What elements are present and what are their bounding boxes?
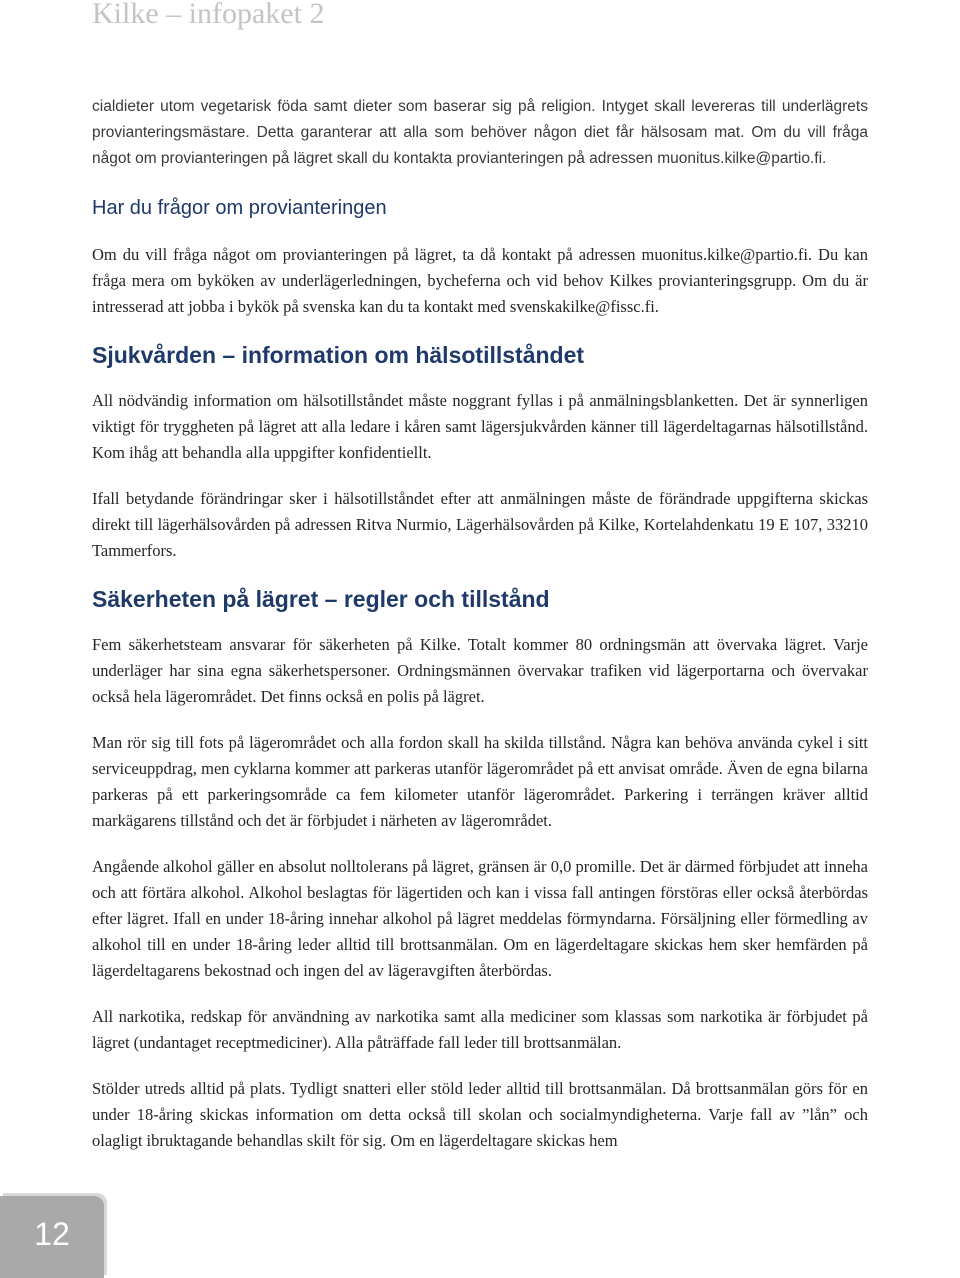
safety-paragraph-2: Man rör sig till fots på lägerområdet och alla fordon skall ha skilda tillstånd. Några kan behöva använda cykel i sitt serviceuppdrag, men cyklarna kommer att parkeras utanför lägerområdet på ett anvisat område. Även de egna bilarna parkeras på ett parkeringsområde ca fem kilometer utanför lägerområdet. Parkering i terrängen kräver alltid markägarens tillstånd och det är förbjudet i närheten av lägerområdet. <box>92 733 868 830</box>
safety-paragraph-4: All narkotika, redskap för användning av narkotika samt alla mediciner som klassas som narkotika är förbjudet på lägret (undantaget receptmediciner). Alla påträffade fall leder till brottsanmälan. <box>92 1007 868 1052</box>
page-content <box>92 94 868 1154</box>
page-number: 12 <box>34 1216 70 1252</box>
proviant-heading: Har du frågor om provianteringen <box>92 197 387 219</box>
safety-heading: Säkerheten på lägret – regler och tillstånd <box>92 586 550 612</box>
safety-paragraph-1: Fem säkerhetsteam ansvarar för säkerheten på Kilke. Totalt kommer 80 ordningsmän att övervaka lägret. Varje underläger har sina egna säkerhetspersoner. Ordningsmännen övervakar trafiken vid lägerportarna och övervakar också hela lägerområdet. Det finns också en polis på lägret. <box>92 635 868 706</box>
safety-paragraph-5: Stölder utreds alltid på plats. Tydligt snatteri eller stöld leder alltid till brottsanmälan. Då brottsanmälan görs för en under 18-åring skickas information om detta också till skolan och socialmyndigheterna. Varje fall av ”lån” och olagligt ibruktagande behandlas skilt för sig. Om en lägerdeltagare skickas hem <box>92 1079 868 1150</box>
health-heading: Sjukvården – information om hälsotillståndet <box>92 342 585 368</box>
running-header: Kilke – infopaket 2 <box>92 0 325 30</box>
safety-paragraph-3: Angående alkohol gäller en absolut nolltolerans på lägret, gränsen är 0,0 promille. Det är därmed förbjudet att inneha och att förtära alkohol. Alkohol beslagtas för lägertiden och kan i vissa fall antingen förstöras eller också återbördas efter lägret. Ifall en under 18-åring innehar alkohol på lägret meddelas förmyndarna. Försäljning eller förmedling av alkohol till en under 18-åring leder alltid till brottsanmälan. Om en lägerdeltagare skickas hem sker hemfärden på lägerdeltagarens bekostnad och ingen del av lägeravgiften återbördas. <box>92 857 868 980</box>
health-paragraph-2: Ifall betydande förändringar sker i hälsotillståndet efter att anmälningen måste de förändrade uppgifterna skickas direkt till lägerhälsovården på adressen Ritva Nurmio, Lägerhälsovården på Kilke, Kortelahdenkatu 19 E 107, 33210 Tammerfors. <box>92 489 868 560</box>
proviant-paragraph: Om du vill fråga något om provianteringen på lägret, ta då kontakt på adressen muonitus.kilke@partio.fi. Du kan fråga mera om byköken av underlägerledningen, bycheferna och vid behov Kilkes provianteringsgrupp. Om du är intresserad att jobba i bykök på svenska kan du ta kontakt med svenskakilke@fissc.fi. <box>92 245 868 316</box>
intro-paragraph: cialdieter utom vegetarisk föda samt dieter som baserar sig på religion. Intyget skall levereras till underlägrets provianteringsmästare. Detta garanterar att alla som behöver någon diet får hälsosam mat. Om du vill fråga något om provianteringen på lägret skall du kontakta provianteringen på adressen muonitus.kilke@partio.fi. <box>92 98 868 167</box>
health-paragraph-1: All nödvändig information om hälsotillståndet måste noggrant fyllas i på anmälningsblanketten. Det är synnerligen viktigt för tryggheten på lägret att alla ledare i kåren samt lägersjukvården känner till lägerdeltagarnas hälsotillstånd. Kom ihåg att behandla alla uppgifter konfidentiellt. <box>92 391 868 462</box>
